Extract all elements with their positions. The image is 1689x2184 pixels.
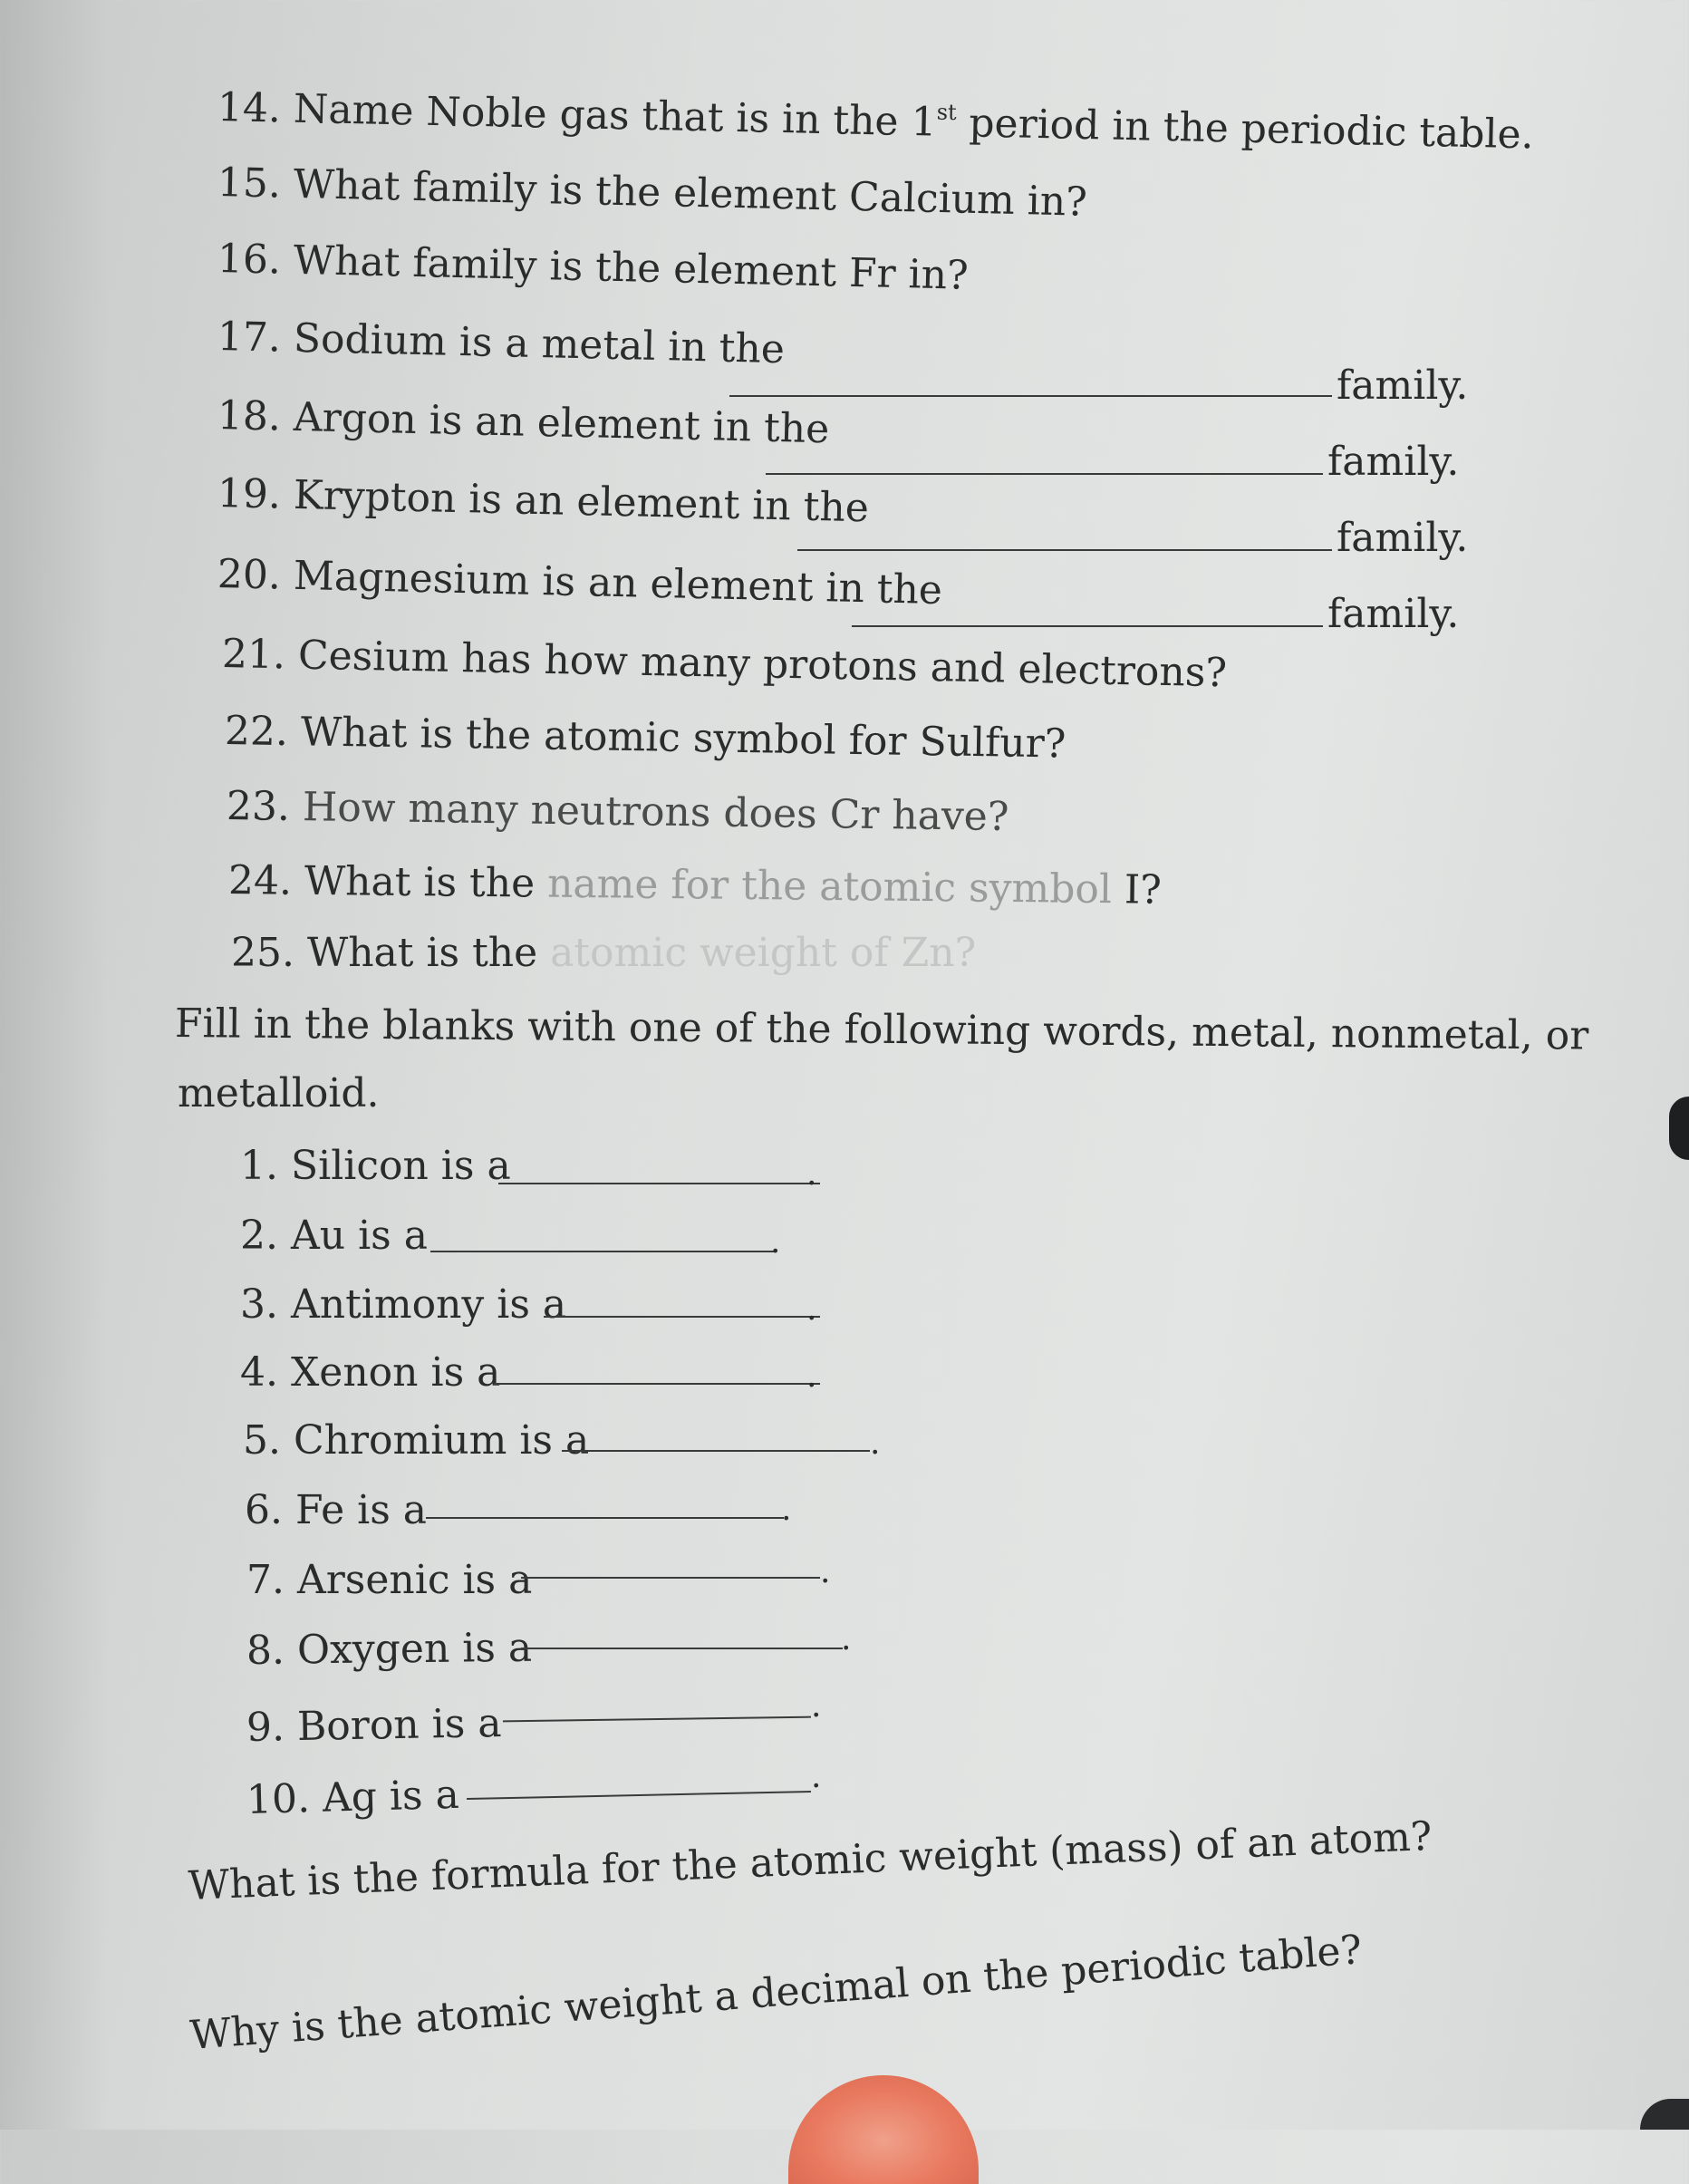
question-text-continued: period in the periodic table. bbox=[955, 100, 1535, 159]
item-number: 2. bbox=[240, 1213, 278, 1259]
item-number: 5. bbox=[243, 1417, 281, 1464]
answer-blank-17[interactable] bbox=[729, 395, 1332, 397]
question-15 bbox=[217, 159, 1088, 226]
item-text: Oxygen is a bbox=[296, 1624, 533, 1674]
question-16 bbox=[217, 236, 970, 299]
item-number: 3. bbox=[240, 1281, 278, 1328]
item-text: Boron is a bbox=[296, 1700, 502, 1751]
finger bbox=[788, 2075, 979, 2184]
question-text: Name Noble gas that is in the 1 bbox=[293, 85, 938, 146]
period: . bbox=[811, 1758, 822, 1795]
answer-blank-4[interactable] bbox=[494, 1383, 820, 1385]
question-text: How many neutrons does Cr have? bbox=[302, 784, 1009, 841]
answer-blank-19[interactable] bbox=[797, 549, 1332, 551]
question-number: 25. bbox=[231, 930, 294, 976]
period: . bbox=[811, 1687, 822, 1725]
item-number: 10. bbox=[246, 1775, 311, 1823]
page-shadow bbox=[0, 0, 109, 2130]
fill-item-7 bbox=[246, 1557, 533, 1603]
question-text: What family is the element Fr in? bbox=[293, 237, 970, 299]
question-text: Sodium is a metal in the bbox=[293, 314, 786, 373]
answer-blank-8[interactable] bbox=[521, 1648, 843, 1649]
period: . bbox=[820, 1553, 831, 1590]
question-number: 18. bbox=[217, 392, 282, 440]
question-number: 21. bbox=[221, 631, 286, 679]
background-object bbox=[1640, 2099, 1689, 2130]
question-22 bbox=[224, 708, 1066, 768]
fill-item-10 bbox=[246, 1771, 460, 1823]
item-number: 4. bbox=[240, 1349, 278, 1396]
answer-blank-20[interactable] bbox=[852, 625, 1323, 627]
question-number: 15. bbox=[217, 159, 282, 208]
question-text: What is the atomic symbol for Sulfur? bbox=[300, 709, 1066, 768]
question-number: 24. bbox=[227, 857, 293, 904]
question-number: 22. bbox=[224, 708, 289, 756]
item-number: 1. bbox=[240, 1143, 278, 1189]
answer-blank-1[interactable] bbox=[498, 1183, 820, 1184]
question-text: What is the bbox=[306, 930, 551, 976]
question-number: 19. bbox=[217, 470, 282, 518]
background-object bbox=[1669, 1097, 1689, 1160]
question-number: 20. bbox=[217, 551, 282, 599]
item-text: Fe is a bbox=[294, 1487, 428, 1533]
family-label: family. bbox=[1327, 591, 1460, 637]
question-text: Krypton is an element in the bbox=[293, 471, 870, 532]
fill-item-3 bbox=[240, 1281, 567, 1328]
question-text: What is the bbox=[304, 857, 548, 907]
question-number: 14. bbox=[217, 84, 282, 132]
question-text: Cesium has how many protons and electrons? bbox=[297, 632, 1228, 697]
item-text: Arsenic is a bbox=[296, 1557, 533, 1603]
answer-blank-6[interactable] bbox=[426, 1517, 784, 1519]
period: . bbox=[781, 1491, 792, 1528]
question-number: 16. bbox=[217, 236, 282, 284]
period: . bbox=[870, 1425, 881, 1462]
answer-blank-9[interactable] bbox=[503, 1716, 811, 1723]
family-label: family. bbox=[1337, 362, 1469, 409]
fill-item-2 bbox=[240, 1213, 428, 1259]
question-25 bbox=[231, 930, 977, 976]
fill-item-6 bbox=[245, 1487, 428, 1533]
question-atomic-weight-decimal: Why is the atomic weight a decimal on the periodic table? bbox=[188, 1927, 1364, 2059]
family-label: family. bbox=[1337, 515, 1469, 561]
item-text: Antimony is a bbox=[290, 1281, 567, 1328]
period: . bbox=[806, 1155, 817, 1193]
question-17 bbox=[217, 314, 786, 373]
question-text: Argon is an element in the bbox=[293, 393, 830, 453]
fill-item-4 bbox=[240, 1349, 501, 1396]
ordinal-suffix: st bbox=[936, 99, 958, 126]
period: . bbox=[841, 1620, 852, 1657]
item-number: 9. bbox=[246, 1704, 285, 1751]
item-number: 7. bbox=[246, 1557, 285, 1603]
answer-blank-7[interactable] bbox=[521, 1577, 820, 1579]
question-text: What family is the element Calcium in? bbox=[293, 160, 1088, 226]
question-text-faded: name for the atomic symbol bbox=[546, 860, 1113, 913]
question-21 bbox=[221, 631, 1228, 697]
item-text: Silicon is a bbox=[290, 1143, 511, 1189]
fill-item-8 bbox=[246, 1624, 533, 1674]
item-text: Au is a bbox=[290, 1213, 428, 1259]
answer-blank-5[interactable] bbox=[562, 1450, 870, 1452]
fill-item-1 bbox=[240, 1143, 511, 1189]
answer-blank-18[interactable] bbox=[766, 473, 1323, 475]
question-24 bbox=[227, 857, 1163, 913]
section-instruction-continued: metalloid. bbox=[178, 1070, 380, 1116]
question-23 bbox=[226, 783, 1009, 841]
period: . bbox=[806, 1290, 817, 1328]
question-text-faded: atomic weight of Zn? bbox=[550, 930, 977, 976]
item-number: 8. bbox=[246, 1627, 285, 1674]
period: . bbox=[806, 1358, 817, 1395]
item-number: 6. bbox=[245, 1487, 283, 1533]
answer-blank-10[interactable] bbox=[467, 1791, 811, 1800]
question-number: 23. bbox=[226, 783, 291, 830]
question-20 bbox=[217, 551, 943, 614]
section-instruction: Fill in the blanks with one of the following words, metal, nonmetal, or bbox=[174, 1000, 1589, 1059]
question-text-end: I? bbox=[1111, 866, 1163, 913]
item-text: Xenon is a bbox=[290, 1349, 501, 1396]
answer-blank-3[interactable] bbox=[544, 1316, 820, 1318]
question-text: Magnesium is an element in the bbox=[293, 552, 943, 614]
question-19 bbox=[217, 470, 870, 532]
answer-blank-2[interactable] bbox=[430, 1251, 775, 1252]
item-text: Chromium is a bbox=[293, 1417, 590, 1464]
question-number: 17. bbox=[217, 314, 282, 362]
question-atomic-weight-formula: What is the formula for the atomic weight (mass) of an atom? bbox=[187, 1812, 1433, 1909]
period: . bbox=[770, 1223, 781, 1261]
family-label: family. bbox=[1327, 439, 1460, 485]
item-text: Ag is a bbox=[322, 1771, 460, 1822]
question-14 bbox=[217, 84, 1535, 159]
question-18 bbox=[217, 392, 830, 453]
fill-item-9 bbox=[246, 1700, 502, 1751]
fill-item-5 bbox=[243, 1417, 590, 1464]
